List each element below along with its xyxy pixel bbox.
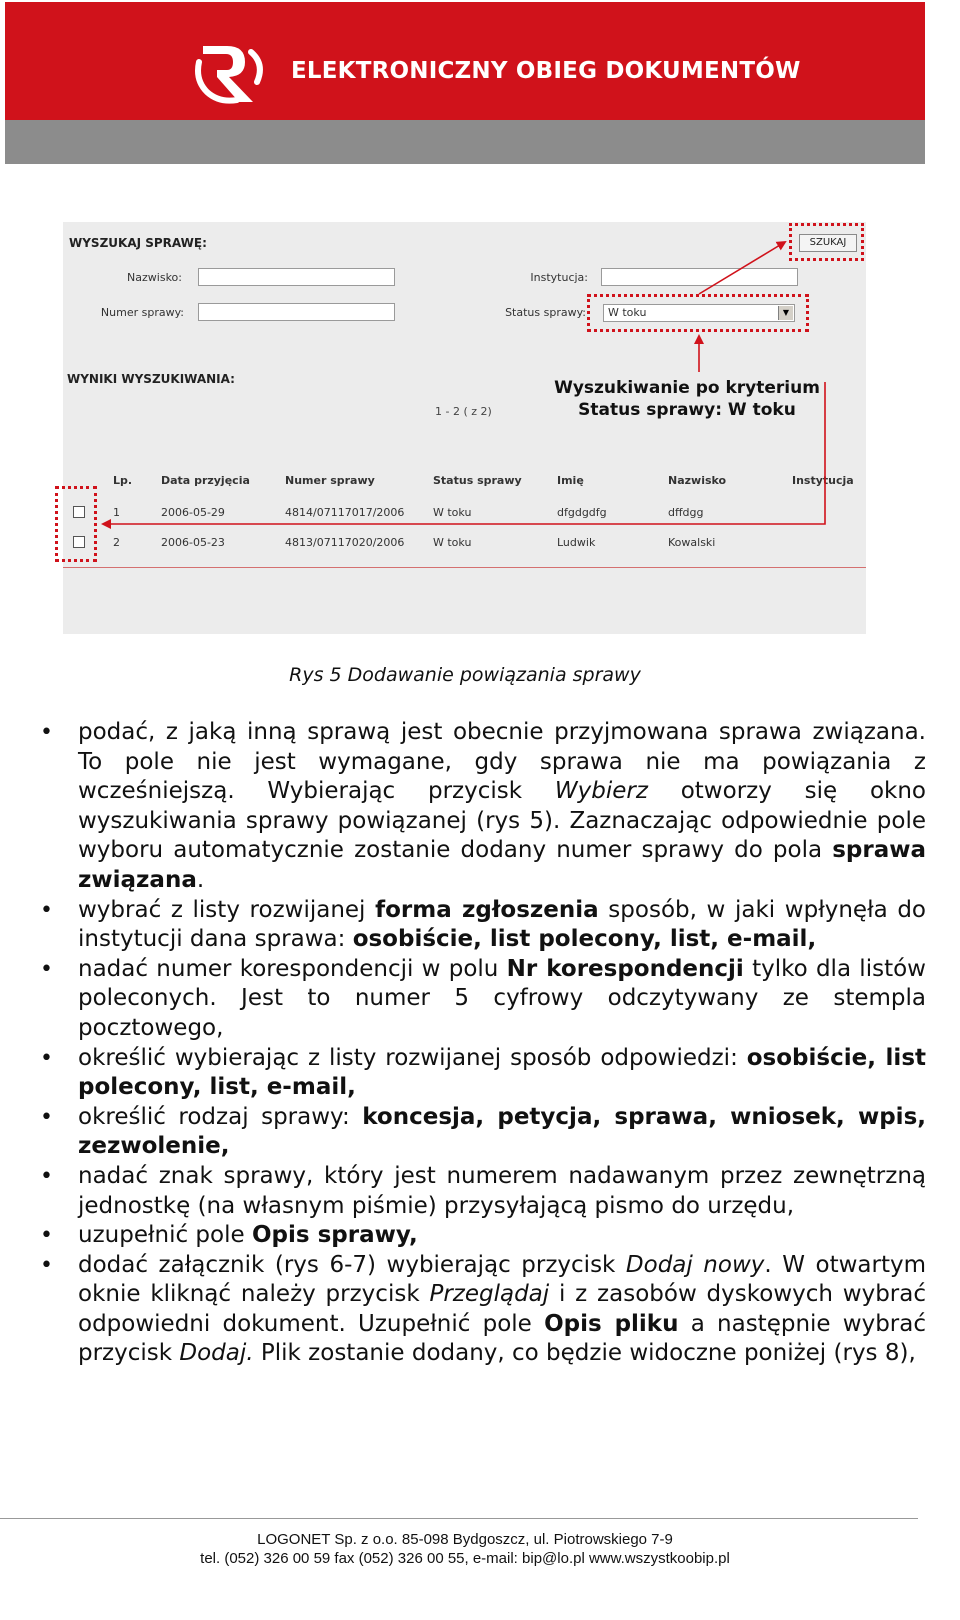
search-section-title: WYSZUKAJ SPRAWĘ: bbox=[69, 236, 207, 250]
table-cell: 2006-05-23 bbox=[161, 536, 225, 549]
table-cell: 4814/07117017/2006 bbox=[285, 506, 405, 519]
table-cell: 2006-05-29 bbox=[161, 506, 225, 519]
case-status-label: Status sprawy: bbox=[505, 306, 586, 319]
table-cell: 4813/07117020/2006 bbox=[285, 536, 405, 549]
footer-divider bbox=[0, 1518, 918, 1519]
header-banner bbox=[5, 2, 925, 164]
list-item: • wybrać z listy rozwijanej forma zgłoszenia sposób, w jaki wpłynęła do instytucji dana sprawa: osobiście, list polecony, list, e-mail, bbox=[40, 896, 926, 955]
footer-address: LOGONET Sp. z o.o. 85-098 Bydgoszcz, ul. Piotrowskiego 7-9 bbox=[257, 1531, 673, 1548]
eod-logo-icon bbox=[193, 40, 267, 106]
table-cell: W toku bbox=[433, 506, 472, 519]
instruction-list bbox=[40, 718, 926, 1369]
annotation-arrows bbox=[63, 222, 866, 634]
banner-gray-band bbox=[5, 120, 925, 164]
table-cell: W toku bbox=[433, 536, 472, 549]
column-header-case-number: Numer sprawy bbox=[285, 474, 375, 487]
column-header-date: Data przyjęcia bbox=[161, 474, 250, 487]
chevron-down-icon[interactable]: ▼ bbox=[778, 306, 793, 320]
table-cell: Ludwik bbox=[557, 536, 596, 549]
institution-label: Instytucja: bbox=[530, 271, 588, 284]
column-header-first-name: Imię bbox=[557, 474, 584, 487]
list-item: • nadać numer korespondencji w polu Nr korespondencji tylko dla listów poleconych. Jest to numer 5 cyfrowy odczytywany ze stempla pocztowego, bbox=[40, 955, 926, 1044]
list-item: • określić wybierając z listy rozwijanej sposób odpowiedzi: osobiście, list polecony, list, e-mail, bbox=[40, 1044, 926, 1103]
list-item: • podać, z jaką inną sprawą jest obecnie przyjmowana sprawa związana. To pole nie jest wymagane, gdy sprawa nie ma powiązania z wcześniejszą. Wybierając przycisk Wybierz otworzy się okno wyszukiwania sprawy powiązanej (rys 5). Zaznaczając odpowiednie pole wyboru automatycznie zostanie dodany numer sprawy do pola sprawa związana. bbox=[40, 718, 926, 896]
column-header-status: Status sprawy bbox=[433, 474, 522, 487]
column-header-surname: Nazwisko bbox=[668, 474, 727, 487]
results-pager: 1 - 2 ( z 2) bbox=[435, 405, 492, 418]
list-item: • dodać załącznik (rys 6-7) wybierając przycisk Dodaj nowy. W otwartym oknie kliknąć należy przycisk Przeglądaj i z zasobów dyskowych wybrać odpowiedni dokument. Uzupełnić pole Opis pliku a następnie wybrać przycisk Dodaj. Plik zostanie dodany, co będzie widoczne poniżej (rys 8), bbox=[40, 1251, 926, 1369]
case-status-value: W toku bbox=[608, 306, 647, 319]
table-cell: dfgdgdfg bbox=[557, 506, 607, 519]
search-button[interactable]: SZUKAJ bbox=[799, 234, 857, 252]
column-header-institution: Instytucja bbox=[792, 474, 854, 487]
figure-caption: Rys 5 Dodawanie powiązania sprawy bbox=[289, 664, 641, 686]
table-cell: Kowalski bbox=[668, 536, 716, 549]
list-item: • określić rodzaj sprawy: koncesja, petycja, sprawa, wniosek, wpis, zezwolenie, bbox=[40, 1103, 926, 1162]
table-cell: 2 bbox=[113, 536, 120, 549]
results-section-title: WYNIKI WYSZUKIWANIA: bbox=[67, 372, 235, 386]
case-number-label: Numer sprawy: bbox=[100, 306, 184, 319]
list-item: • nadać znak sprawy, który jest numerem nadawanym przez zewnętrzną jednostkę (na własnym piśmie) przysyłającą pismo do urzędu, bbox=[40, 1162, 926, 1221]
table-cell: dffdgg bbox=[668, 506, 704, 519]
footer-contact: tel. (052) 326 00 59 fax (052) 326 00 55, e-mail: bip@lo.pl www.wszystkoobip.pl bbox=[200, 1550, 730, 1567]
surname-label: Nazwisko: bbox=[127, 271, 182, 284]
list-item: • uzupełnić pole Opis sprawy, bbox=[40, 1221, 926, 1251]
table-cell: 1 bbox=[113, 506, 120, 519]
banner-title: ELEKTRONICZNY OBIEG DOKUMENTÓW bbox=[291, 58, 801, 84]
annotation-text: Wyszukiwanie po kryterium Status sprawy: W toku bbox=[554, 378, 820, 420]
column-header-lp: Lp. bbox=[113, 474, 133, 487]
search-screenshot-figure bbox=[63, 222, 866, 634]
